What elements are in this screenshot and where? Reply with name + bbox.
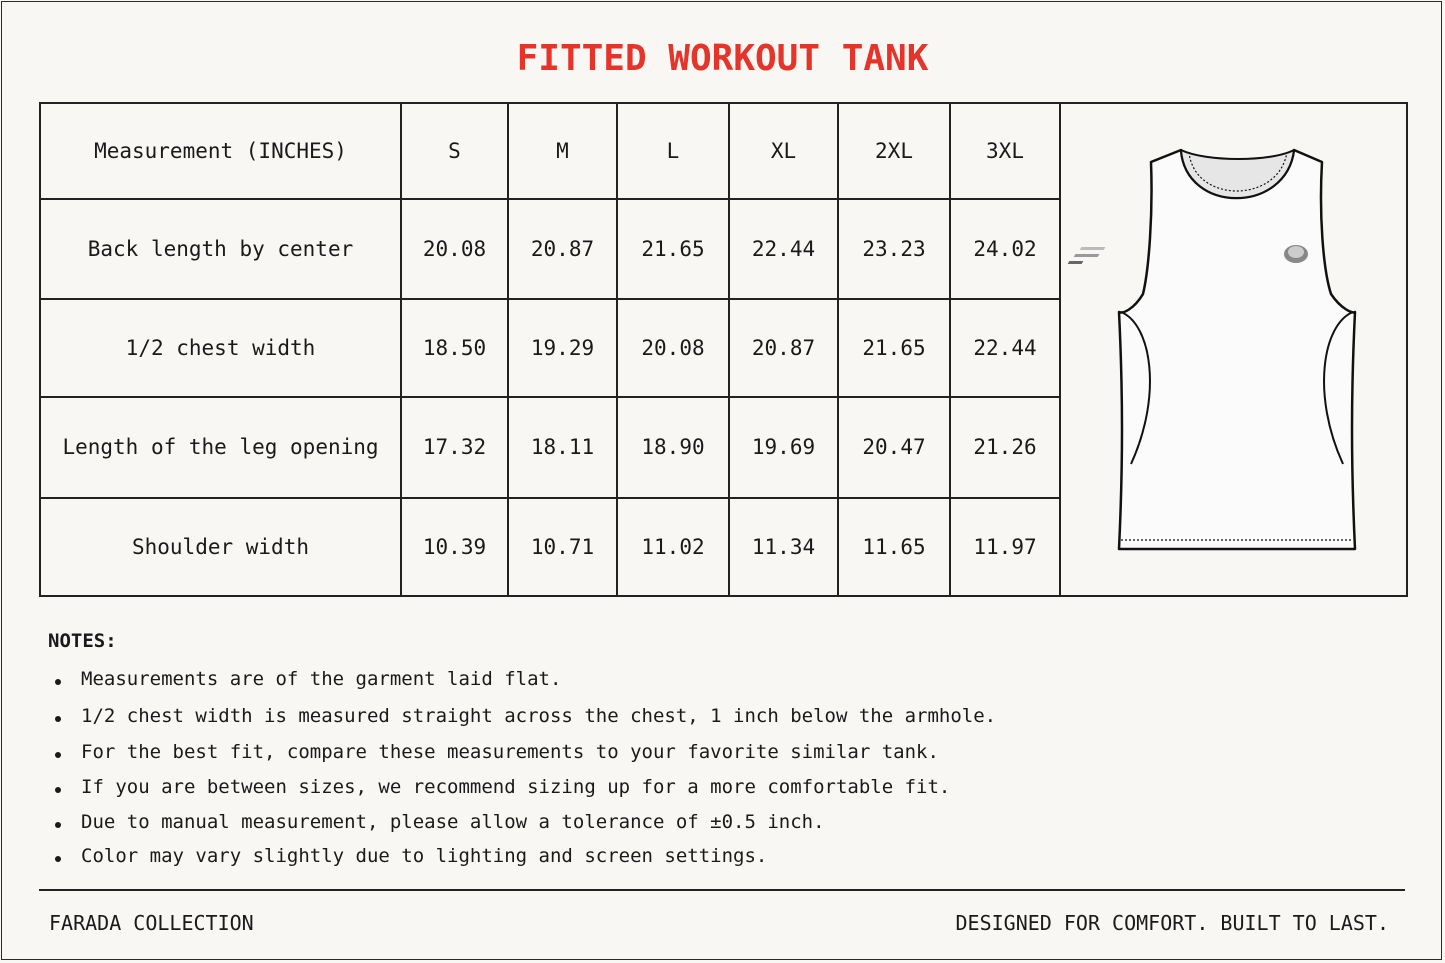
table-cell: 24.02 xyxy=(950,199,1060,298)
notes-list xyxy=(48,668,996,879)
notes-title: NOTES: xyxy=(48,630,117,652)
list-item: If you are between sizes, we recommend sizing up for a more comfortable fit. xyxy=(48,776,996,811)
table-cell: 20.47 xyxy=(838,397,950,497)
table-cell: 18.11 xyxy=(508,397,617,497)
footer-divider xyxy=(39,889,1405,891)
header-cell: L xyxy=(617,103,729,199)
table-cell: 21.65 xyxy=(838,299,950,397)
list-item: For the best fit, compare these measurements to your favorite similar tank. xyxy=(48,741,996,776)
header-cell: S xyxy=(401,103,508,199)
footer-brand: FARADA COLLECTION xyxy=(49,911,254,935)
tank-top-outline-icon xyxy=(1061,104,1406,590)
header-cell: 3XL xyxy=(950,103,1060,199)
table-cell: 21.26 xyxy=(950,397,1060,497)
row-label: Length of the leg opening xyxy=(40,397,401,497)
row-label: 1/2 chest width xyxy=(40,299,401,397)
size-chart-table xyxy=(39,102,1408,597)
footer-tagline: DESIGNED FOR COMFORT. BUILT TO LAST. xyxy=(955,911,1389,935)
illustration-cell xyxy=(1060,103,1407,596)
table-cell: 22.44 xyxy=(950,299,1060,397)
table-cell: 10.71 xyxy=(508,498,617,596)
table-header-row xyxy=(40,103,1407,199)
table-cell: 23.23 xyxy=(838,199,950,298)
table-cell: 11.65 xyxy=(838,498,950,596)
header-cell: Measurement (INCHES) xyxy=(40,103,401,199)
header-cell: M xyxy=(508,103,617,199)
table-cell: 11.34 xyxy=(729,498,838,596)
table-cell: 18.90 xyxy=(617,397,729,497)
table-cell: 20.87 xyxy=(729,299,838,397)
table-cell: 11.02 xyxy=(617,498,729,596)
header-cell: 2XL xyxy=(838,103,950,199)
table-cell: 20.87 xyxy=(508,199,617,298)
table-cell: 19.69 xyxy=(729,397,838,497)
table-cell: 18.50 xyxy=(401,299,508,397)
row-label: Back length by center xyxy=(40,199,401,298)
table-cell: 11.97 xyxy=(950,498,1060,596)
table-cell: 10.39 xyxy=(401,498,508,596)
table-cell: 20.08 xyxy=(401,199,508,298)
table-cell: 17.32 xyxy=(401,397,508,497)
table-cell: 21.65 xyxy=(617,199,729,298)
header-cell: XL xyxy=(729,103,838,199)
page-title: FITTED WORKOUT TANK xyxy=(516,38,929,79)
table-cell: 22.44 xyxy=(729,199,838,298)
list-item: Measurements are of the garment laid flat. xyxy=(48,668,996,705)
list-item: 1/2 chest width is measured straight across the chest, 1 inch below the armhole. xyxy=(48,705,996,741)
table-cell: 20.08 xyxy=(617,299,729,397)
list-item: Due to manual measurement, please allow a tolerance of ±0.5 inch. xyxy=(48,811,996,845)
table-cell: 19.29 xyxy=(508,299,617,397)
row-label: Shoulder width xyxy=(40,498,401,596)
list-item: Color may vary slightly due to lighting and screen settings. xyxy=(48,845,996,879)
